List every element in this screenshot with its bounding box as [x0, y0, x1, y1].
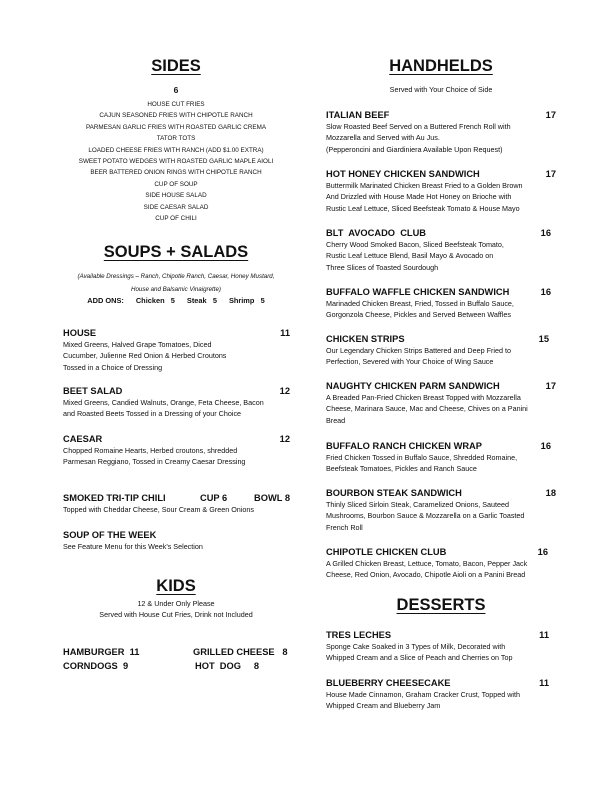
item-desc: Three Slices of Toasted Sourdough [326, 262, 439, 272]
addon-item [136, 296, 175, 305]
menu-item [326, 441, 551, 475]
menu-item [326, 488, 556, 533]
kids-item-price: 9 [122, 661, 129, 671]
item-name: CHIPOTLE CHICKEN CLUB [326, 547, 447, 557]
menu-item [63, 434, 290, 468]
item-desc: See Feature Menu for this Week's Selection [63, 542, 203, 551]
addon-name: Chicken [135, 296, 165, 305]
list-item: CUP OF SOUP [154, 180, 198, 188]
list-item: TATOR TOTS [156, 135, 196, 143]
item-desc: And Drizzled with House Made Hot Honey on Brioche with [326, 192, 512, 202]
item-desc: Perfection, Severed with Your Choice of Wing Sauce [326, 357, 494, 367]
item-name: HOT HONEY CHICKEN SANDWICH [326, 169, 480, 179]
item-desc: Beefsteak Tomatoes, Pickles and Ranch Sauce [326, 464, 477, 474]
item-desc: Cucumber, Julienne Red Onion & Herbed Croutons [63, 351, 227, 361]
item-desc: A Breaded Pan-Fried Chicken Breast Topped with Mozzarella [326, 393, 521, 402]
list-item: BEER BATTERED ONION RINGS WITH CHIPOTLE RANCH [90, 169, 262, 177]
item-price: 12 [279, 386, 290, 396]
item-name: BUFFALO WAFFLE CHICKEN SANDWICH [326, 287, 510, 297]
item-desc: French Roll [326, 522, 363, 532]
menu-item [326, 334, 549, 368]
kids-item [193, 647, 288, 657]
menu-item [326, 381, 556, 426]
list-item: CUP OF CHILI [155, 215, 197, 223]
item-name: ITALIAN BEEF [326, 110, 390, 120]
item-price: 11 [280, 328, 290, 338]
item-desc: Thinly Sliced Sirloin Steak, Caramelized Onions, Sauteed [326, 500, 509, 509]
item-price: 12 [279, 434, 290, 444]
item-desc: Cheese, Red Onion, Avocado, Chipotle Aioli on a Panini Bread [326, 570, 526, 580]
item-desc: Rustic Leaf Lettuce, Sliced Beefsteak Tomato & House Mayo [326, 203, 520, 213]
menu-item [326, 678, 549, 712]
dressings-line: House and Balsamic Vinaigrette) [131, 286, 221, 293]
item-desc: Mixed Greens, Candied Walnuts, Orange, Feta Cheese, Bacon [63, 398, 264, 407]
item-price: 16 [540, 441, 551, 451]
kids-note: Served with House Cut Fries, Drink not Included [99, 610, 253, 619]
soups-heading: SOUPS + SALADS [103, 243, 249, 261]
item-name: CHICKEN STRIPS [326, 334, 405, 344]
kids-item-price: 8 [282, 647, 288, 657]
addon-price: 5 [170, 296, 175, 305]
item-desc: Whipped Cream and Blueberry Jam [326, 701, 441, 711]
item-name: BOURBON STEAK SANDWICH [326, 488, 462, 498]
item-price: 11 [539, 678, 549, 688]
kids-item-name: HOT DOG [195, 661, 241, 671]
chili-cup-price: CUP 6 [200, 493, 228, 503]
dressings-line: (Available Dressings – Ranch, Chipotle Ranch, Caesar, Honey Mustard, [77, 273, 275, 280]
kids-note: 12 & Under Only Please [137, 599, 215, 608]
item-desc: Parmesan Reggiano, Tossed in Creamy Caesar Dressing [63, 457, 246, 467]
list-item: SIDE CAESAR SALAD [143, 203, 209, 211]
addon-name: Shrimp [228, 296, 255, 305]
item-name: BUFFALO RANCH CHICKEN WRAP [326, 441, 482, 451]
item-price: 17 [545, 381, 556, 391]
item-desc: Slow Roasted Beef Served on a Buttered French Roll with [326, 122, 511, 131]
item-desc: and Roasted Beets Tossed in a Dressing of your Choice [63, 409, 242, 419]
item-desc: Bread [326, 415, 346, 425]
item-desc: Topped with Cheddar Cheese, Sour Cream & Green Onions [63, 505, 254, 514]
item-desc: Mozzarella and Served with Au Jus. [326, 133, 440, 143]
item-name: TRES LECHES [326, 630, 392, 640]
item-price: 15 [538, 334, 549, 344]
item-desc: Marinaded Chicken Breast, Fried, Tossed in Buffalo Sauce, [326, 299, 514, 308]
list-item: SWEET POTATO WEDGES WITH ROASTED GARLIC MAPLE AIOLI [78, 158, 274, 166]
item-desc: Cherry Wood Smoked Bacon, Sliced Beefsteak Tomato, [326, 240, 504, 249]
item-name: CAESAR [63, 434, 103, 444]
item-desc: Fried Chicken Tossed in Buffalo Sauce, Shredded Romaine, [326, 453, 518, 462]
item-name: BLT AVOCADO CLUB [326, 228, 427, 238]
item-name: BEET SALAD [63, 386, 123, 396]
kids-item-name: GRILLED CHEESE [193, 647, 275, 657]
list-item: LOADED CHEESE FRIES WITH RANCH (ADD $1.00 EXTRA) [88, 146, 264, 154]
item-desc: Tossed in a Choice of Dressing [63, 362, 163, 372]
kids-item-price: 11 [129, 647, 140, 657]
item-price: 16 [540, 228, 551, 238]
sides-heading: SIDES [151, 57, 201, 75]
kids-item-price: 8 [253, 661, 260, 671]
menu-item [326, 287, 551, 321]
kids-item [195, 661, 259, 671]
item-desc: Buttermilk Marinated Chicken Breast Fried to a Golden Brown [326, 181, 523, 190]
item-price: 16 [540, 287, 551, 297]
addons-label: ADD ONS: [87, 296, 124, 305]
list-item: HOUSE CUT FRIES [147, 101, 205, 108]
menu-item [326, 110, 556, 155]
item-price: 17 [545, 110, 556, 120]
item-desc: Sponge Cake Soaked in 3 Types of Milk, Decorated with [326, 642, 506, 651]
addons-row [50, 296, 302, 305]
kids-row [63, 647, 302, 657]
menu-item [63, 386, 290, 420]
menu-item [326, 228, 551, 273]
item-desc: Mixed Greens, Halved Grape Tomatoes, Diced [63, 340, 212, 349]
item-price: 16 [537, 547, 548, 557]
addon-price: 5 [260, 296, 265, 305]
menu-item [326, 630, 549, 664]
desserts-heading: DESSERTS [396, 596, 486, 614]
item-name: BLUEBERRY CHEESECAKE [326, 678, 451, 688]
item-desc: Gorgonzola Cheese, Pickles and Served Between Waffles [326, 310, 511, 320]
addon-item [229, 296, 265, 305]
sides-list [50, 99, 302, 224]
dressings-note [50, 270, 302, 296]
item-desc: (Pepperoncini and Giardiniera Available Upon Request) [326, 144, 503, 154]
list-item: PARMESAN GARLIC FRIES WITH ROASTED GARLIC CREMA [85, 123, 267, 131]
item-name: SOUP OF THE WEEK [63, 530, 157, 540]
item-desc: Whipped Cream and a Slice of Peach and Cherries on Top [326, 653, 513, 663]
menu-item [326, 169, 556, 214]
item-desc: Mushrooms, Bourbon Sauce & Mozzarella on a Garlic Toasted [326, 511, 525, 521]
addon-item [187, 296, 217, 305]
addon-price: 5 [212, 296, 217, 305]
chili-item [63, 493, 290, 515]
item-desc: A Grilled Chicken Breast, Lettuce, Tomato, Bacon, Pepper Jack [326, 559, 528, 568]
kids-row [63, 661, 302, 671]
item-price: 17 [545, 169, 556, 179]
item-name: NAUGHTY CHICKEN PARM SANDWICH [326, 381, 500, 391]
soup-of-week-item [63, 530, 290, 552]
addon-name: Steak [186, 296, 207, 305]
item-price: 11 [539, 630, 549, 640]
handhelds-subheading: Served with Your Choice of Side [389, 85, 493, 94]
menu-item [63, 328, 290, 373]
item-price: 18 [545, 488, 556, 498]
menu-item [326, 547, 548, 581]
item-name: SMOKED TRI-TIP CHILI [63, 493, 166, 503]
handhelds-heading: HANDHELDS [389, 57, 493, 75]
item-name: HOUSE [63, 328, 97, 338]
kids-item-name: HAMBURGER [63, 647, 125, 657]
item-desc: Our Legendary Chicken Strips Battered and Deep Fried to [326, 346, 511, 355]
list-item: SIDE HOUSE SALAD [145, 192, 207, 200]
list-item: CAJUN SEASONED FRIES WITH CHIPOTLE RANCH [99, 112, 253, 120]
item-desc: Rustic Leaf Lettuce Blend, Basil Mayo & Avocado on [326, 251, 494, 261]
item-desc: House Made Cinnamon, Graham Cracker Crust, Topped with [326, 690, 521, 699]
kids-heading: KIDS [156, 577, 196, 595]
chili-bowl-price: BOWL 8 [254, 493, 290, 503]
kids-item-name: CORNDOGS [63, 661, 118, 671]
item-desc: Chopped Romaine Hearts, Herbed croutons, shredded [63, 446, 238, 455]
sides-price: 6 [173, 85, 179, 95]
item-desc: Cheese, Marinara Sauce, Mac and Cheese, Chives on a Panini [326, 404, 528, 414]
